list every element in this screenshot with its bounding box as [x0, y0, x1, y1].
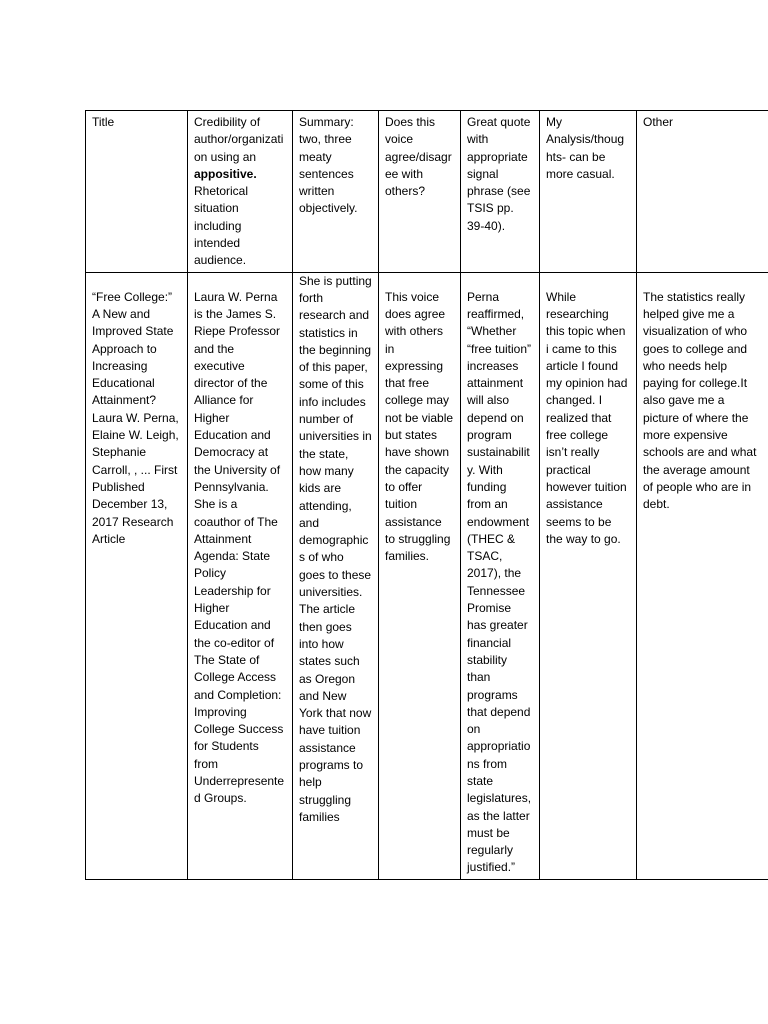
cell-summary: She is putting forth research and statistics in the beginning of this paper, some of this info includes number of universities in the state, how many kids are attending, and demographics of who goes to these universities. The article then goes into how states such as Oregon and New York that now have tuition assistance programs to help struggling families	[293, 272, 379, 879]
annotated-bibliography-table	[85, 110, 768, 880]
cell-other: The statistics really helped give me a visualization of who goes to college and who needs help paying for college.It also gave me a picture of where the more expensive schools are and what the average amount of people who are in debt.	[637, 272, 768, 879]
header-quote: Great quote with appropriate signal phrase (see TSIS pp. 39-40).	[461, 111, 540, 273]
header-credibility-bold: appositive.	[194, 166, 257, 181]
header-credibility	[188, 111, 293, 273]
cell-credibility: Laura W. Perna is the James S. Riepe Professor and the executive director of the Alliance for Higher Education and Democracy at the University of Pennsylvania. She is a coauthor of The Attainment Agenda: State Policy Leadership for Higher Education and the co-editor of The State of College Access and Completion: Improving College Success for Students from Underrepresented Groups.	[188, 272, 293, 879]
header-agree: Does this voice agree/disagree with others?	[379, 111, 461, 273]
table-header-row	[86, 111, 768, 273]
header-credibility-text: Credibility of author/organization using an	[194, 115, 284, 164]
table-row	[86, 272, 768, 879]
cell-agree: This voice does agree with others in expressing that free college may not be viable but states have shown the capacity to offer tuition assistance to struggling families.	[379, 272, 461, 879]
cell-analysis: While researching this topic when i came to this article I found my opinion had changed. I realized that free college isn’t really practical however tuition assistance seems to be the way to go.	[540, 272, 637, 879]
header-title: Title	[86, 111, 188, 273]
header-summary: Summary: two, three meaty sentences written objectively.	[293, 111, 379, 273]
header-other: Other	[637, 111, 768, 273]
cell-title: “Free College:” A New and Improved State Approach to Increasing Educational Attainment? Laura W. Perna, Elaine W. Leigh, Stephanie Carroll, , ... First Published December 13, 2017 Research Article	[86, 272, 188, 879]
header-analysis: My Analysis/thoughts- can be more casual.	[540, 111, 637, 273]
header-credibility-rest: Rhetorical situation including intended audience.	[194, 166, 261, 268]
cell-quote: Perna reaffirmed, “Whether “free tuition” increases attainment will also depend on program sustainability. With funding from an endowment (THEC & TSAC, 2017), the Tennessee Promise has greater financial stability than programs that depend on appropriations from state legislatures, as the latter must be regularly justified.”	[461, 272, 540, 879]
